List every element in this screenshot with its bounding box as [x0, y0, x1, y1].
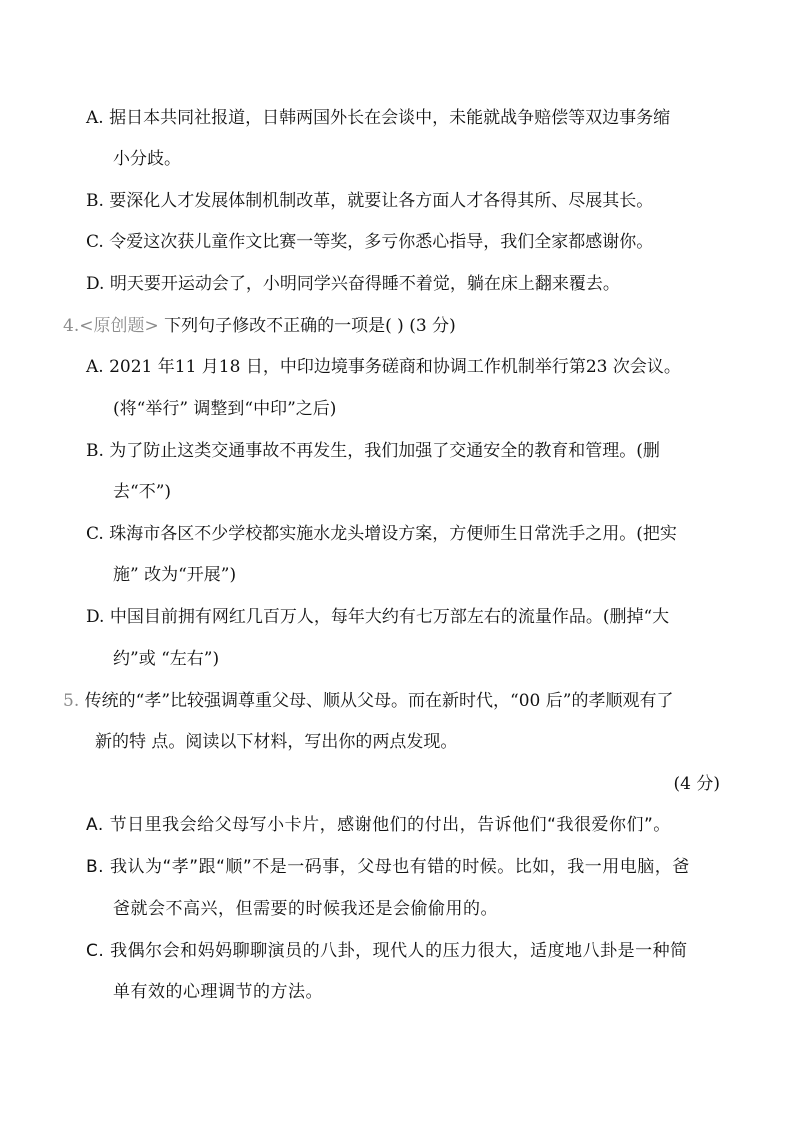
- q3-option-a-line1: A. 据日本共同社报道，日韩两国外长在会谈中，未能就战争赔偿等双边事务缩: [86, 108, 671, 128]
- q4-option-a-line1: A. 2021 年11 月18 日，中印边境事务磋商和协调工作机制举行第23 次会议。: [86, 357, 681, 377]
- q4-option-d-line2: 约”或 “左右”): [113, 649, 220, 669]
- q5-material-c-line1: C. 我偶尔会和妈妈聊聊演员的八卦，现代人的压力很大，适度地八卦是一种简: [86, 941, 688, 961]
- q4-option-d-line1: D. 中国目前拥有网红几百万人，每年大约有七万部左右的流量作品。(删掉“大: [86, 607, 670, 627]
- q5-material-b-line1: B. 我认为“孝”跟“顺”不是一码事，父母也有错的时候。比如，我一用电脑，爸: [86, 857, 690, 877]
- q5-stem-line2: 新的特 点。阅读以下材料，写出你的两点发现。: [95, 732, 458, 752]
- q3-option-a-line2: 小分歧。: [113, 149, 181, 169]
- q5-stem-text: 传统的“孝”比较强调尊重父母、顺从父母。而在新时代，“00 后”的孝顺观有了: [84, 691, 674, 711]
- q4-stem: 下列句子修改不正确的一项是( ) (3 分): [164, 316, 456, 336]
- q5-score: (4 分): [673, 774, 720, 794]
- q3-option-c: C. 令爱这次获儿童作文比赛一等奖，多亏你悉心指导，我们全家都感谢你。: [86, 232, 654, 252]
- q5-material-c-line2: 单有效的心理调节的方法。: [113, 982, 323, 1002]
- q5-material-a: A. 节日里我会给父母写小卡片，感谢他们的付出，告诉他们“我很爱你们”。: [86, 815, 671, 835]
- q5-material-b-line2: 爸就会不高兴，但需要的时候我还是会偷偷用的。: [113, 899, 498, 919]
- q4-tag: <原创题>: [79, 316, 159, 336]
- q4-option-a-line2: (将“举行” 调整到“中印”之后): [113, 399, 337, 419]
- q3-option-b: B. 要深化人才发展体制机制改革，就要让各方面人才各得其所、尽展其长。: [86, 191, 654, 211]
- q4-number: 4.: [63, 316, 80, 336]
- q4-option-c-line1: C. 珠海市各区不少学校都实施水龙头增设方案，方便师生日常洗手之用。(把实: [86, 524, 677, 544]
- q5-stem-line1: [63, 689, 673, 713]
- q4-option-b-line1: B. 为了防止这类交通事故不再发生，我们加强了交通安全的教育和管理。(删: [86, 441, 660, 461]
- q4-header: [63, 314, 456, 338]
- q4-option-c-line2: 施” 改为“开展”): [113, 565, 237, 585]
- q3-option-d: D. 明天要开运动会了，小明同学兴奋得睡不着觉，躺在床上翻来覆去。: [86, 274, 620, 294]
- q5-number: 5.: [63, 691, 80, 711]
- q4-option-b-line2: 去“不”): [113, 482, 172, 502]
